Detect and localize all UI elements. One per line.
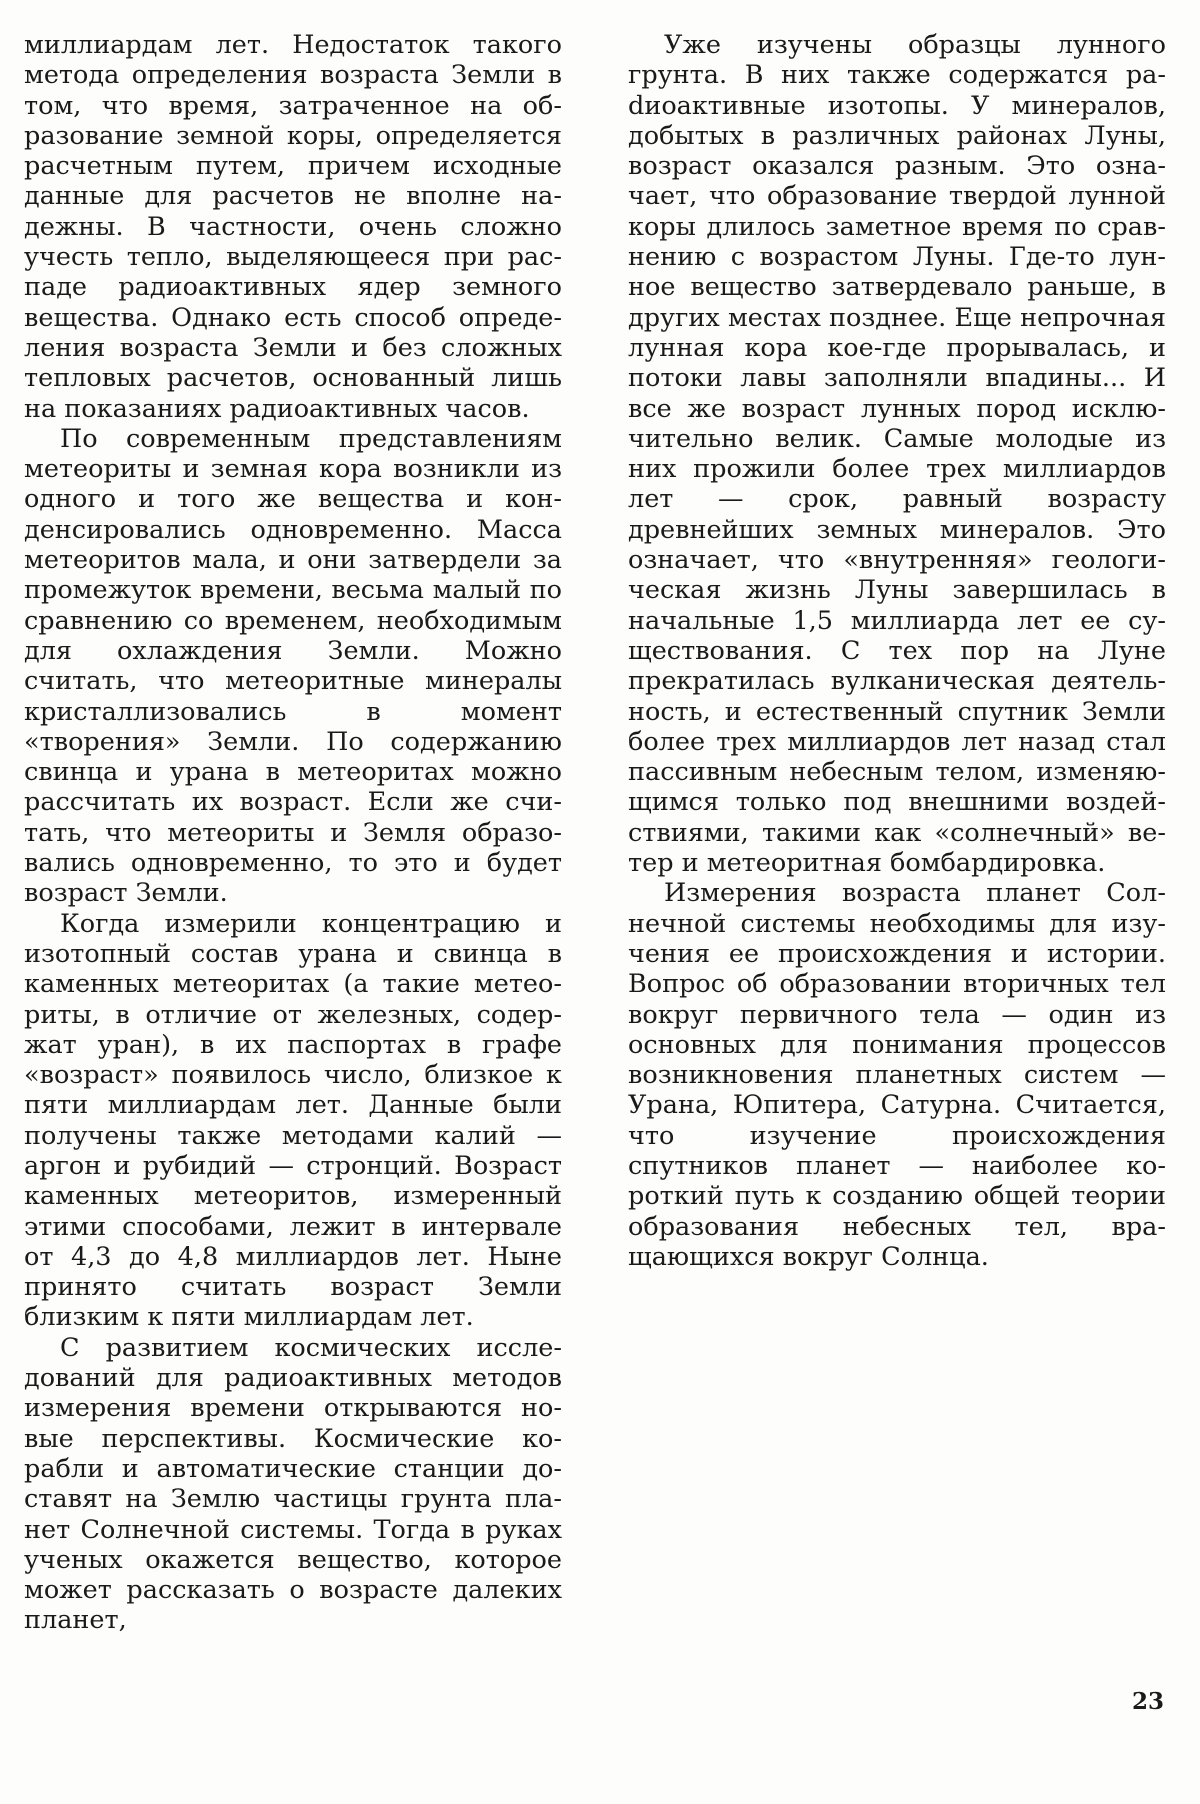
right-text-column [628,30,1166,1272]
paragraph-measurements: Когда измерили концентрацию и изотопный состав урана и свинца в каменных метеоритах (а такие метеориты, в отличие от железных, содержат уран), в их паспортах в графе «возраст» появилось число, близкое к пяти миллиардам лет. Данные были получены также методами калий — аргон и рубидий — стронций. Возраст каменных метеоритов, измеренный этими способами, лежит в интервале от 4,3 до 4,8 миллиардов лет. Ныне принято считать возраст Земли близким к пяти миллиардам лет. [24,908,562,1333]
page-number: 23 [1131,1688,1164,1715]
paragraph-lunar-soil: Уже изучены образцы лунного грунта. В них также содержатся раdиоактивные изотопы. У минералов, добытых в различных районах Луны, возраст оказался разным. Это означает, что образование твердой лунной коры длилось заметное время по сравнению с возрастом Луны. Где-то лунное вещество затвердевало раньше, в других местах позднее. Еще непрочная лунная кора кое-где прорывалась, и потоки лавы заполняли впадины... И все же возраст лунных пород исключительно велик. Самые молодые из них прожили более трех миллиардов лет — срок, равный возрасту древнейших земных минералов. Это означает, что «внутренняя» геологическая жизнь Луны завершилась в начальные 1,5 миллиарда лет ее существования. С тех пор на Луне прекратилась вулканическая деятельность, и естественный спутник Земли более трех миллиардов лет назад стал пассивным небесным телом, изменяющимся только под внешними воздействиями, такими как «солнечный» ветер и метеоритная бомбардировка. [628,30,1166,879]
paragraph-space-research: С развитием космических исследований для радиоактивных методов измерения времени открываются новые перспективы. Космические корабли и автоматические станции доставят на Землю частицы грунта планет Солнечной системы. Тогда в руках ученых окажется вещество, которое может рассказать о возрасте далеких планет, [24,1332,562,1636]
paragraph-meteorites: По современным представлениям метеориты и земная кора возникли из одного и того же вещества и конденсировались одновременно. Масса метеоритов мала, и они затвердели за промежуток времени, весьма малый по сравнению со временем, необходимым для охлаждения Земли. Можно считать, что метеоритные минералы кристаллизовались в момент «творения» Земли. По содержанию свинца и урана в метеоритах можно рассчитать их возраст. Если же считать, что метеориты и Земля образовались одновременно, то это и будет возраст Земли. [24,423,562,909]
paragraph-continuation: миллиардам лет. Недостаток такого метода определения возраста Земли в том, что время, затраченное на образование земной коры, определяется расчетным путем, причем исходные данные для расчетов не вполне надежны. В частности, очень сложно учесть тепло, выделяющееся при распаде радиоактивных ядер земного вещества. Однако есть способ определения возраста Земли и без сложных тепловых расчетов, основанный лишь на показаниях радиоактивных часов. [24,30,562,424]
left-text-column [24,30,562,1636]
paragraph-planet-age: Измерения возраста планет Солнечной системы необходимы для изучения ее происхождения и истории. Вопрос об образовании вторичных тел вокруг первичного тела — один из основных для понимания процессов возникновения планетных систем — Урана, Юпитера, Сатурна. Считается, что изучение происхождения спутников планет — наиболее короткий путь к созданию общей теории образования небесных тел, вращающихся вокруг Солнца. [628,878,1166,1272]
